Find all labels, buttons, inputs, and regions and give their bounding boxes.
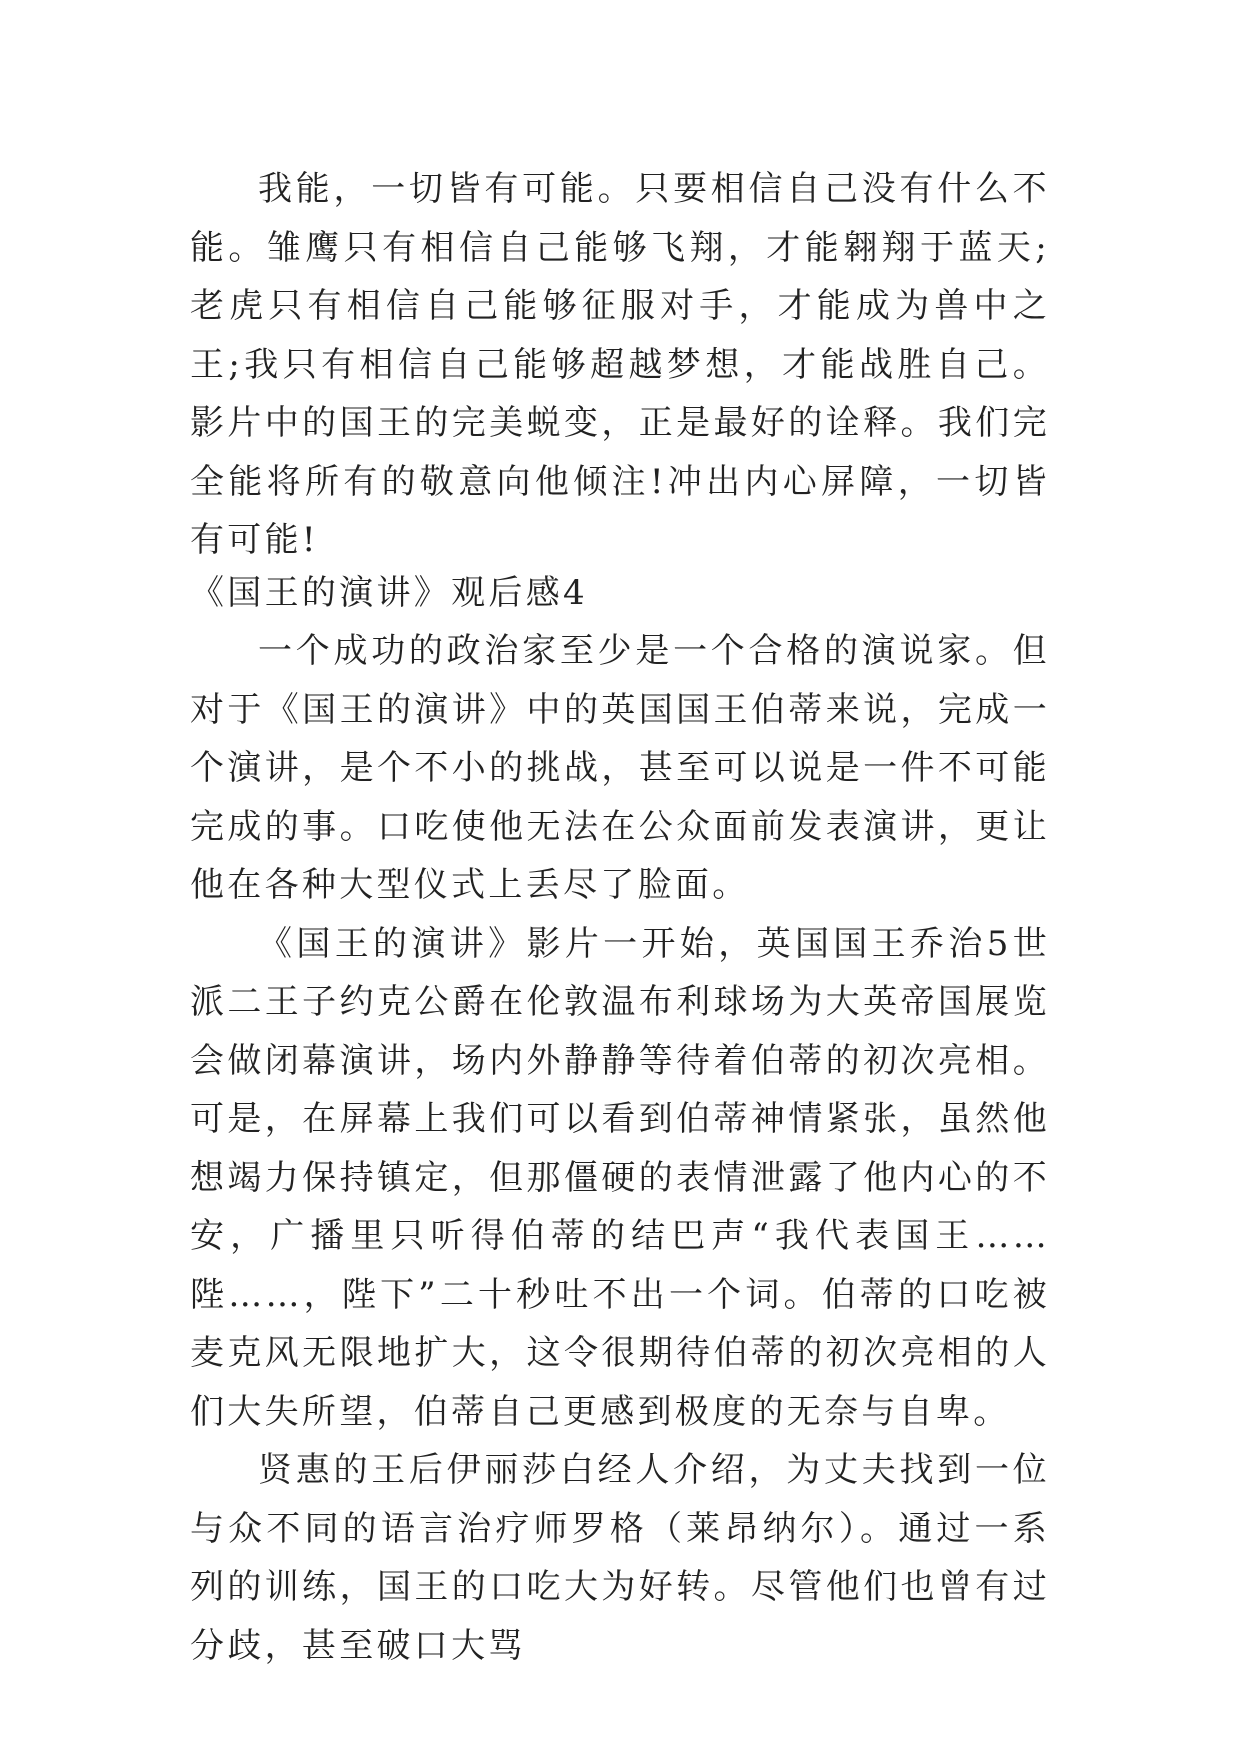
body-paragraph: 一个成功的政治家至少是一个合格的演说家。但对于《国王的演讲》中的英国国王伯蒂来说，完成一个演讲，是个不小的挑战，甚至可以说是一件不可能完成的事。口吃使他无法在公众面前发表演讲，更让他在各种大型仪式上丢尽了脸面。 <box>190 631 1050 905</box>
body-paragraph: 贤惠的王后伊丽莎白经人介绍，为丈夫找到一位与众不同的语言治疗师罗格（莱昂纳尔）。通过一系列的训练，国王的口吃大为好转。尽管他们也曾有过分歧，甚至破口大骂 <box>190 1450 1050 1666</box>
section-title: 《国王的演讲》观后感4 <box>190 573 588 613</box>
body-paragraph: 《国王的演讲》影片一开始，英国国王乔治5世派二王子约克公爵在伦敦温布利球场为大英帝国展览会做闭幕演讲，场内外静静等待着伯蒂的初次亮相。可是，在屏幕上我们可以看到伯蒂神情紧张，虽然他想竭力保持镇定，但那僵硬的表情泄露了他内心的不安，广播里只听得伯蒂的结巴声“我代表国王……陛……，陛下”二十秒吐不出一个词。伯蒂的口吃被麦克风无限地扩大，这令很期待伯蒂的初次亮相的人们大失所望，伯蒂自己更感到极度的无奈与自卑。 <box>190 923 1050 1432</box>
intro-section <box>190 160 1050 570</box>
intro-paragraph: 我能，一切皆有可能。只要相信自己没有什么不能。雏鹰只有相信自己能够飞翔，才能翱翔于蓝天;老虎只有相信自己能够征服对手，才能成为兽中之王;我只有相信自己能够超越梦想，才能战胜自己。影片中的国王的完美蜕变，正是最好的诠释。我们完全能将所有的敬意向他倾注!冲出内心屏障，一切皆有可能! <box>190 169 1050 560</box>
essay-body <box>190 622 1050 1675</box>
